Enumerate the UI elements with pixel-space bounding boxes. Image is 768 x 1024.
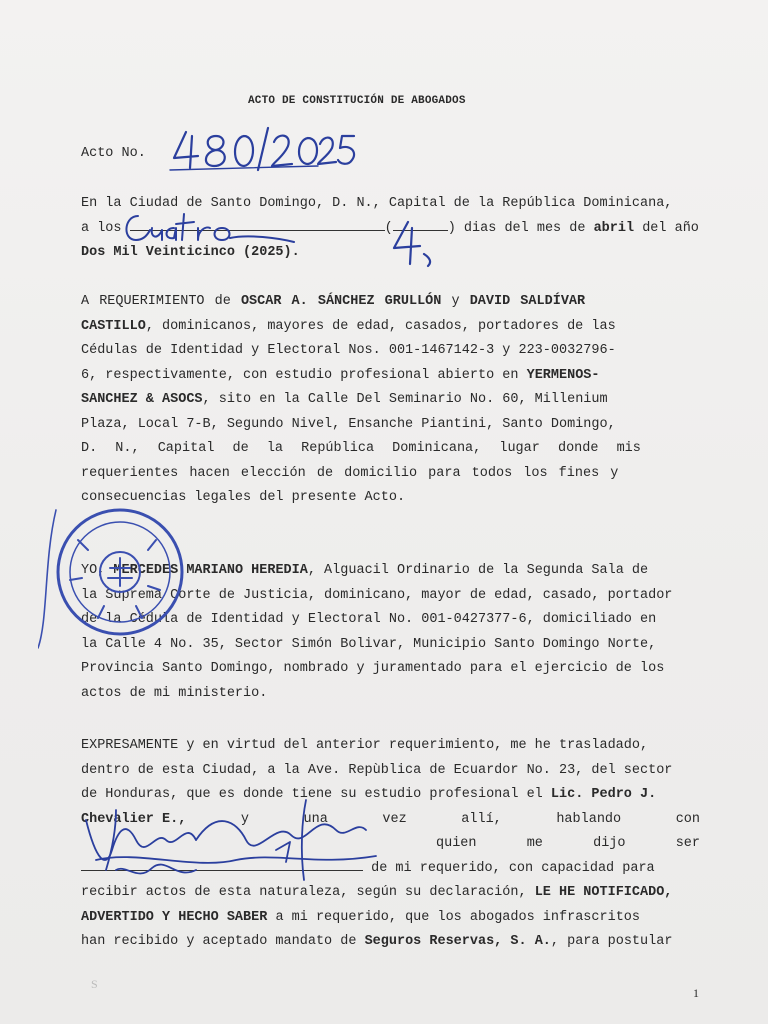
text-line: la Suprema Corte de Justicia, dominicano, mayor de edad, casado, portador <box>81 587 673 603</box>
text-line: EXPRESAMENTE y en virtud del anterior requerimiento, me he trasladado, <box>81 738 649 753</box>
acto-number-label: Acto No. <box>81 146 146 161</box>
text-fragment: de Honduras, que es donde tiene su estudio profesional el <box>81 787 543 802</box>
text-line: Cédulas de Identidad y Electoral Nos. 001-1467142-3 y 223-0032796- <box>81 343 616 358</box>
handwritten-signature <box>76 790 406 890</box>
a-los-label: a los <box>81 220 122 236</box>
text-line: la Calle 4 No. 35, Sector Simón Bolivar, Municipio Santo Domingo Norte, <box>81 636 657 652</box>
text-line: Provincia Santo Domingo, nombrado y juramentado para el ejercicio de los <box>81 661 665 676</box>
text-fragment: quien <box>436 836 477 851</box>
text-line: a los ( ) dias del mes de abril del año <box>81 220 699 236</box>
text-line: consecuencias legales del presente Acto. <box>81 490 406 505</box>
text-fragment: y <box>240 811 249 827</box>
conjunction-text: y <box>451 294 460 309</box>
lawyer-initial: E., <box>162 811 187 827</box>
text-line: dentro de esta Ciudad, a la Ave. Repùblica de Ecuardor No. 23, del sector <box>81 762 673 778</box>
text-fragment: a mi requerido, que los abogados infrascritos <box>275 909 641 925</box>
text-fragment: 6, respectivamente, con estudio profesional abierto en <box>81 367 519 383</box>
text-fragment: , Alguacil Ordinario de la Segunda Sala de <box>307 563 649 578</box>
lawyer-name: Lic. Pedro J. <box>550 787 657 802</box>
text-line <box>81 364 700 389</box>
text-fragment: allí, <box>461 811 502 827</box>
yo-text: YO, <box>81 563 106 578</box>
text-fragment: han recibido y aceptado mandato de <box>81 934 357 949</box>
text-line <box>81 290 700 315</box>
text-fragment: dijo <box>593 836 626 851</box>
notificado-text: LE HE NOTIFICADO, <box>534 885 673 900</box>
handwritten-day-number <box>384 218 434 268</box>
document-title: ACTO DE CONSTITUCIÓN DE ABOGADOS <box>248 95 466 107</box>
del-ano-label: del año <box>642 220 699 236</box>
requester-name-2a: DAVID SALDÍVAR <box>469 294 586 309</box>
client-name: Seguros Reservas, S. A. <box>364 934 551 949</box>
text-line <box>81 315 700 340</box>
text-fragment: recibir actos de esta naturaleza, según su declaración, <box>81 885 527 900</box>
text-fragment: me <box>526 836 543 851</box>
text-line: En la Ciudad de Santo Domingo, D. N., Capital de la República Dominicana, <box>81 196 673 211</box>
advertido-text: ADVERTIDO Y HECHO SABER <box>81 909 268 925</box>
page-number: 1 <box>693 986 699 1000</box>
text-fragment: , dominicanos, mayores de edad, casados, portadores de las <box>145 318 616 334</box>
text-fragment: con <box>675 811 700 827</box>
handwritten-act-number <box>168 124 358 174</box>
text-fragment: de mi requerido, con capacidad para <box>371 860 655 876</box>
text-fragment: hablando <box>556 811 622 827</box>
month-value: abril <box>593 220 635 236</box>
text-line: de la Cédula de Identidad y Electoral No. 001-0427377-6, domiciliado en <box>81 612 657 627</box>
text-line: requerientes hacen elección de domicilio para todos los fines y <box>81 465 619 481</box>
firm-name-a: YERMENOS- <box>526 367 600 383</box>
text-fragment: una <box>303 811 328 827</box>
text-line <box>81 930 700 955</box>
paragraph-requerimiento <box>81 290 700 511</box>
text-fragment: vez <box>382 811 407 827</box>
margin-mark: S <box>91 977 98 991</box>
dias-del-mes-label: ) dias del mes de <box>447 220 586 236</box>
text-line: D. N., Capital de la República Dominicana, lugar donde mis <box>81 441 641 456</box>
text-line <box>81 388 700 413</box>
text-line: actos de mi ministerio. <box>81 685 268 701</box>
a-requerimiento-text: A REQUERIMIENTO de <box>81 294 231 309</box>
lawyer-surname: Chevalier <box>81 811 154 827</box>
text-line <box>81 906 700 931</box>
handwritten-day-words <box>118 208 298 248</box>
text-fragment: ser <box>675 836 700 851</box>
official-seal <box>38 500 188 650</box>
text-fragment: , sito en la Calle Del Seminario No. 60, Millenium <box>202 392 608 407</box>
text-line: Plaza, Local 7-B, Segundo Nivel, Ensanche Piantini, Santo Domingo, <box>81 416 616 432</box>
text-fragment: , para postular <box>550 934 673 949</box>
requester-name-2b: CASTILLO <box>81 318 146 334</box>
requester-name-1: OSCAR A. SÁNCHEZ GRULLÓN <box>240 294 442 309</box>
firm-name-b: SANCHEZ & ASOCS <box>81 392 203 407</box>
alguacil-name: MERCEDES MARIANO HEREDIA <box>113 563 308 578</box>
year-value: Dos Mil Veinticinco (2025). <box>81 245 300 260</box>
